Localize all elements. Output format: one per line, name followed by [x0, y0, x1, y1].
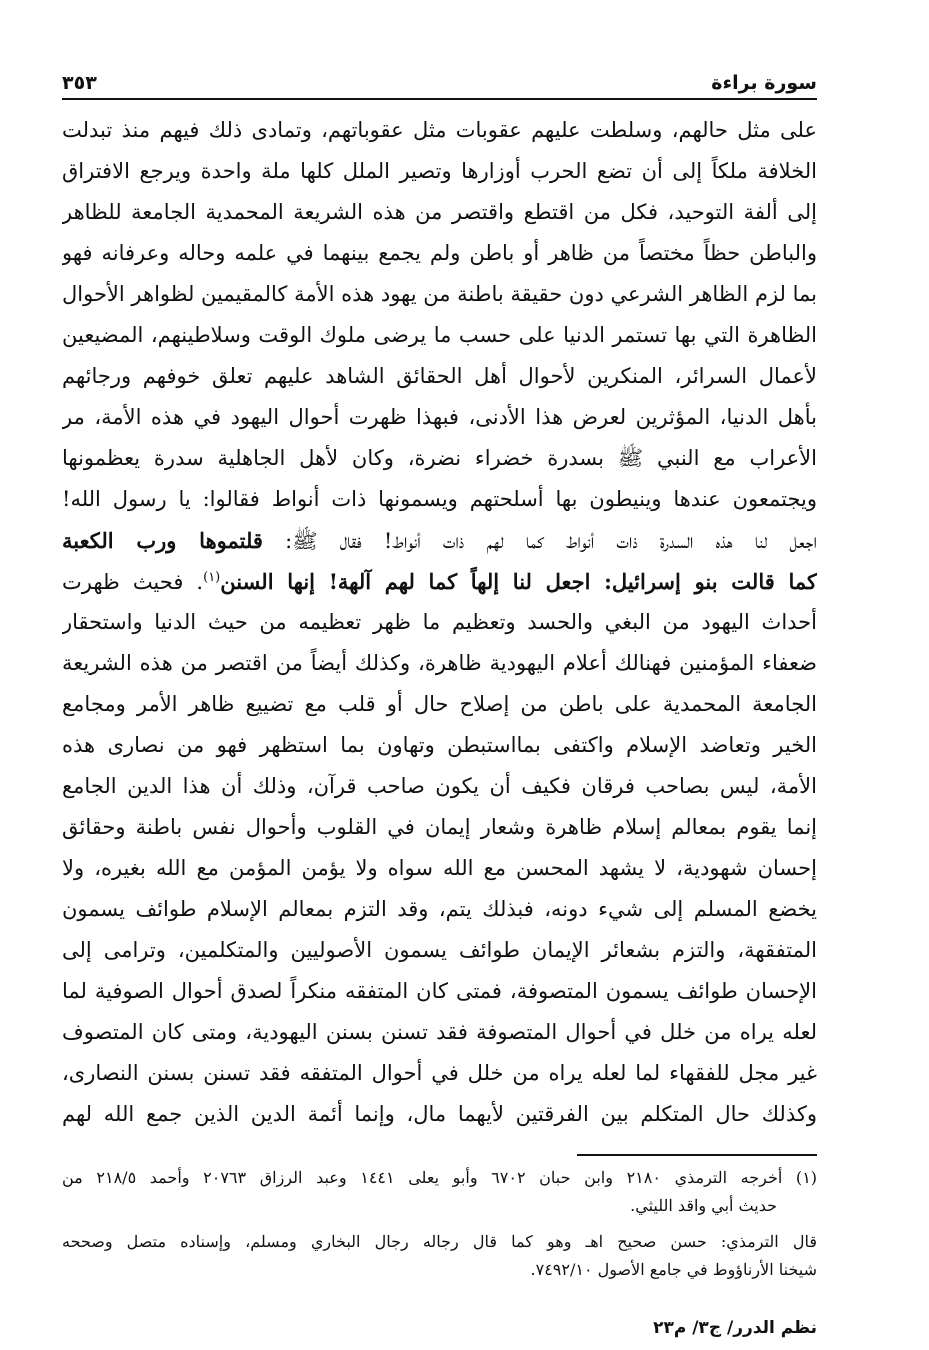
- text-line: الظاهرة التي بها تستمر الدنيا على حسب ما يرضى ملوك الوقت وسلاطينهم، المضيعين: [62, 323, 817, 347]
- footnote-line: قال الترمذي: حسن صحيح اهـ وهو كما قال رجاله رجال البخاري ومسلم، وإسناده متصل وصححه: [62, 1232, 817, 1251]
- hadith-quote: كما قالت بنو إسرائيل: اجعل لنا إلهاً كما لهم آلهة! إنها السنن: [220, 569, 817, 594]
- text-line: ويجتمعون عندها وينيطون بها أسلحتهم ويسمونها ذات أنواط فقالوا: يا رسول الله!: [62, 487, 817, 511]
- text-line: الإحسان طوائف يسمون المتصوفة، فمتى كان المتفقه منكراً لصدق أحوال الصوفية لما: [62, 979, 817, 1003]
- text-segment: . فحيث ظهرت: [62, 570, 204, 594]
- text-line: والباطن حظاً مختصاً من ظاهر أو باطن ولم يجمع بينهما في علمه وحاله وعرفانه فهو: [62, 241, 817, 265]
- text-line: إنما يقوم بمعالم إسلام ظاهرة وشعار إيمان في القلوب وأحوال نفس باطنة وحقائق: [62, 815, 817, 839]
- printer-signature: نظم الدرر/ ج٣/ م٢٣: [653, 1318, 817, 1338]
- text-line: إحسان شهودية، لا يشهد المحسن مع الله سواه ولا يؤمن المؤمن مع الله بغيره، ولا: [62, 856, 817, 880]
- footnote-line: شيخنا الأرناؤوط في جامع الأصول ٧٤٩٢/١٠.: [530, 1260, 817, 1279]
- footnote-line: حديث أبي واقد الليثي.: [630, 1196, 777, 1215]
- text-line: الخلافة ملكاً إلى أن تضع الحرب أوزارها وتصير الملل كلها ملة واحدة ويرجع الافتراق: [62, 159, 817, 183]
- text-line: الجامعة المحمدية على باطن من إصلاح حال أو قلب مع تضييع ظاهر الأمر ومجامع: [62, 692, 817, 716]
- hadith-quote: قلتموها ورب الكعبة: [62, 528, 263, 553]
- text-line: بما لزم الظاهر الشرعي دون حقيقة باطنة من يهود هذه الأمة كالمقيمين لظواهر الأحوال: [62, 282, 817, 306]
- text-line: ضعفاء المؤمنين فهنالك أعلام اليهودية ظاهرة، وكذلك أيضاً من اقتصر من هذه الشريعة: [62, 651, 817, 675]
- text-segment: اجعل لنا هذه السدرة ذات أنواط كما لهم ذات أنواط! فقال ﷺ:: [285, 529, 817, 553]
- text-line: لعله يراه من خلل في أحوال المتصوفة فقد تسنن بسنن اليهودية، ومتى كان المتصوف: [62, 1020, 817, 1044]
- text-line: وكذلك حال المتكلم بين الفرقتين لأيهما مال، وإنما أئمة الدين الذين جمع الله لهم: [62, 1102, 817, 1126]
- text-line: بأهل الدنيا، المؤثرين لعرض هذا الأدنى، فبهذا ظهرت أحوال اليهود في هذه الأمة، مر: [62, 405, 817, 429]
- text-line: [62, 561, 817, 602]
- page-number: ٣٥٣: [62, 72, 97, 94]
- surah-title: سورة براءة: [711, 72, 817, 94]
- text-line: أحداث اليهود من البغي والحسد وتعظيم ما ظهر تعظيمه من حيث الدنيا واستحقار: [62, 610, 817, 634]
- text-line: الأمة، ليس بصاحب فرقان فكيف أن يكون صاحب قرآن، وذلك أن هذا الدين الجامع: [62, 774, 817, 798]
- text-line: [62, 520, 817, 561]
- text-line: الأعراب مع النبي ﷺ بسدرة خضراء نضرة، وكان لأهل الجاهلية سدرة يعظمونها: [62, 446, 817, 470]
- text-line: غير مجل للفقهاء لما لعله يراه من خلل في أحوال المتفقه فقد تسنن بسنن النصارى،: [62, 1061, 817, 1085]
- footnote-gap: [62, 1220, 817, 1228]
- footnote-rule: [577, 1154, 817, 1156]
- text-line: لأعمال السرائر، المنكرين لأحوال أهل الحقائق الشاهد عليهم تعلق خوفهم ورجائهم: [62, 364, 817, 388]
- header-rule: [62, 98, 817, 100]
- main-text: [62, 110, 817, 1135]
- footnote-ref[interactable]: (١): [203, 570, 221, 585]
- text-line: إلى ألفة التوحيد، فكل من اقتطع واقتصر من هذه الشريعة المحمدية الجامعة للظاهر: [62, 200, 817, 224]
- text-line: على مثل حالهم، وسلطت عليهم عقوبات مثل عقوباتهم، وتمادى ذلك فيهم منذ تبدلت: [62, 118, 817, 142]
- text-line: يخضع المسلم إلى شيء دونه، فبذلك يتم، وقد التزم بمعالم الإسلام طوائف يسمون: [62, 897, 817, 921]
- footnote-line: (١) أخرجه الترمذي ٢١٨٠ وابن حبان ٦٧٠٢ وأبو يعلى ١٤٤١ وعبد الرزاق ٢٠٧٦٣ وأحمد ٢١٨/٥ من: [62, 1168, 817, 1187]
- running-header: [62, 60, 817, 94]
- text-line: المتفقهة، والتزم بشعائر الإيمان طوائف يسمون الأصوليين والمتكلمين، وترامى إلى: [62, 938, 817, 962]
- footnotes: [62, 1164, 817, 1284]
- text-line: الخير وتعاضد الإسلام واكتفى بمااستبطن وتهاون بما استظهر فهو من نصارى هذه: [62, 733, 817, 757]
